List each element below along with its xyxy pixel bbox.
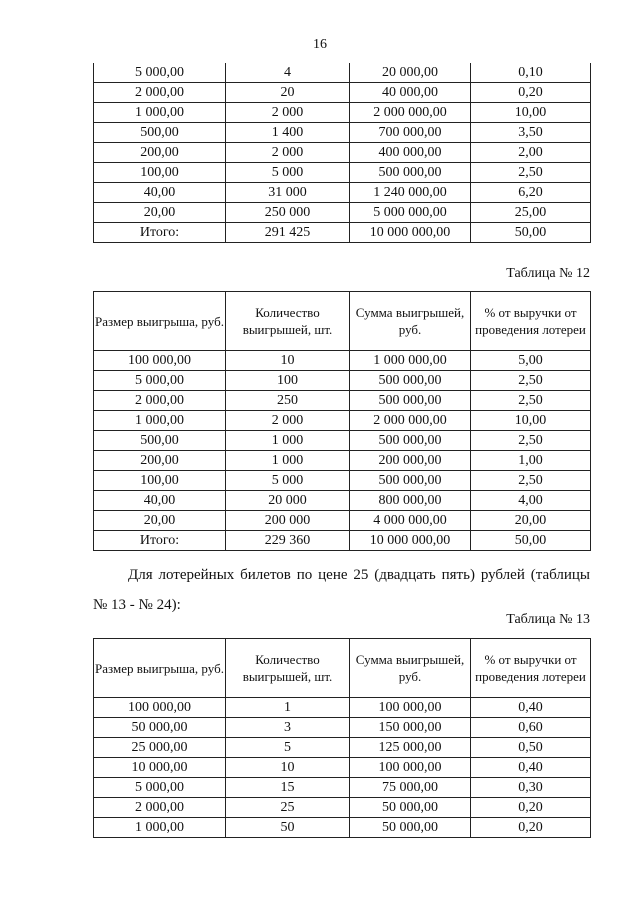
table-row <box>94 471 591 491</box>
table-body <box>94 698 591 838</box>
table-cell: 100 <box>226 371 350 391</box>
table-cell: Итого: <box>94 531 226 551</box>
header-revenue-percent: % от выручки от проведения лотереи <box>471 639 591 698</box>
table-row <box>94 698 591 718</box>
table-cell: 25 <box>226 798 350 818</box>
table-cell: 50,00 <box>471 531 591 551</box>
table-cell: 5 000,00 <box>94 63 226 83</box>
table-cell: 20 000 <box>226 491 350 511</box>
table-row <box>94 778 591 798</box>
table-cell: 40,00 <box>94 491 226 511</box>
table-cell: 20,00 <box>94 511 226 531</box>
table-cell: 4 <box>226 63 350 83</box>
table-cell: 1 000 000,00 <box>350 351 471 371</box>
table-cell: 500,00 <box>94 431 226 451</box>
header-row <box>94 292 591 351</box>
table-cell: 3,50 <box>471 123 591 143</box>
table-row <box>94 758 591 778</box>
table-cell: 2 000,00 <box>94 391 226 411</box>
table-cell: 1 000,00 <box>94 818 226 838</box>
table-cell: 50 000,00 <box>350 798 471 818</box>
header-prize-sum: Сумма выигрышей, руб. <box>350 292 471 351</box>
table-cell: 125 000,00 <box>350 738 471 758</box>
page-number: 16 <box>313 37 327 52</box>
table-cell: 229 360 <box>226 531 350 551</box>
table-row <box>94 163 591 183</box>
body-paragraph <box>93 560 590 620</box>
table-cell: 1 000,00 <box>94 103 226 123</box>
table-cell: 1,00 <box>471 451 591 471</box>
table-cell: 1 240 000,00 <box>350 183 471 203</box>
table-cell: 0,40 <box>471 758 591 778</box>
header-prize-sum: Сумма выигрышей, руб. <box>350 639 471 698</box>
table-cell: 5,00 <box>471 351 591 371</box>
table-cell: 4,00 <box>471 491 591 511</box>
table-cell: 1 000,00 <box>94 411 226 431</box>
table-cell: 5 000,00 <box>94 778 226 798</box>
table-cell: 15 <box>226 778 350 798</box>
header-prize-count: Количество выигрышей, шт. <box>226 639 350 698</box>
table-cell: 500 000,00 <box>350 371 471 391</box>
table-cell: 0,20 <box>471 798 591 818</box>
table-caption-12: Таблица № 12 <box>506 266 590 281</box>
table-header <box>94 639 591 698</box>
table-cell: 2 000,00 <box>94 83 226 103</box>
table-cell: 200,00 <box>94 451 226 471</box>
paragraph-line-2: № 13 - № 24): <box>93 597 181 613</box>
table-cell: 100 000,00 <box>94 698 226 718</box>
table-row <box>94 738 591 758</box>
table-cell: 100,00 <box>94 163 226 183</box>
table-cell: 10 <box>226 351 350 371</box>
table-cell: 2,50 <box>471 471 591 491</box>
header-prize-size: Размер выигрыша, руб. <box>94 292 226 351</box>
table-cell: 50 000,00 <box>350 818 471 838</box>
table-cell: 20 <box>226 83 350 103</box>
table-row <box>94 371 591 391</box>
table-cell: 0,10 <box>471 63 591 83</box>
table-cell: 1 000 <box>226 451 350 471</box>
table-cell: 5 000 <box>226 163 350 183</box>
prize-table-13 <box>93 638 591 838</box>
table-cell: 10,00 <box>471 411 591 431</box>
table-row <box>94 818 591 838</box>
table-cell: Итого: <box>94 223 226 243</box>
table-cell: 150 000,00 <box>350 718 471 738</box>
table-cell: 25 000,00 <box>94 738 226 758</box>
table-row <box>94 531 591 551</box>
table-row <box>94 183 591 203</box>
table-cell: 500 000,00 <box>350 391 471 411</box>
table-header <box>94 292 591 351</box>
table-cell: 1 400 <box>226 123 350 143</box>
table-cell: 1 <box>226 698 350 718</box>
table-cell: 800 000,00 <box>350 491 471 511</box>
table-cell: 2 000 000,00 <box>350 103 471 123</box>
table-cell: 75 000,00 <box>350 778 471 798</box>
table-cell: 40 000,00 <box>350 83 471 103</box>
header-prize-count: Количество выигрышей, шт. <box>226 292 350 351</box>
table-cell: 0,60 <box>471 718 591 738</box>
table-cell: 200,00 <box>94 143 226 163</box>
table-cell: 0,50 <box>471 738 591 758</box>
table-row <box>94 451 591 471</box>
table-cell: 10,00 <box>471 103 591 123</box>
table-cell: 2,00 <box>471 143 591 163</box>
table-cell: 100,00 <box>94 471 226 491</box>
table-cell: 100 000,00 <box>350 698 471 718</box>
table-cell: 200 000 <box>226 511 350 531</box>
table-row <box>94 83 591 103</box>
table-cell: 50 000,00 <box>94 718 226 738</box>
header-revenue-percent: % от выручки от проведения лотереи <box>471 292 591 351</box>
table-cell: 25,00 <box>471 203 591 223</box>
table-cell: 2 000,00 <box>94 798 226 818</box>
table-cell: 0,30 <box>471 778 591 798</box>
table-row <box>94 203 591 223</box>
table-row <box>94 411 591 431</box>
table-cell: 2,50 <box>471 431 591 451</box>
table-cell: 250 <box>226 391 350 411</box>
table-cell: 5 000 <box>226 471 350 491</box>
table-cell: 100 000,00 <box>94 351 226 371</box>
paragraph-line-1: Для лотерейных билетов по цене 25 (двадцать пять) рублей (таблицы <box>128 567 590 583</box>
table-cell: 10 000 000,00 <box>350 223 471 243</box>
table-cell: 100 000,00 <box>350 758 471 778</box>
table-cell: 2 000 <box>226 103 350 123</box>
table-row <box>94 103 591 123</box>
table-row <box>94 223 591 243</box>
table-cell: 5 <box>226 738 350 758</box>
header-row <box>94 639 591 698</box>
table-row <box>94 391 591 411</box>
table-cell: 700 000,00 <box>350 123 471 143</box>
table-cell: 50 <box>226 818 350 838</box>
table-cell: 0,20 <box>471 83 591 103</box>
prize-table-continuation <box>93 63 591 243</box>
table-cell: 4 000 000,00 <box>350 511 471 531</box>
table-row <box>94 63 591 83</box>
table-cell: 2,50 <box>471 163 591 183</box>
table-cell: 291 425 <box>226 223 350 243</box>
table-cell: 2,50 <box>471 391 591 411</box>
table-row <box>94 143 591 163</box>
table-row <box>94 718 591 738</box>
table-cell: 20 000,00 <box>350 63 471 83</box>
table-cell: 500,00 <box>94 123 226 143</box>
table-cell: 0,40 <box>471 698 591 718</box>
header-prize-size: Размер выигрыша, руб. <box>94 639 226 698</box>
table-cell: 2 000 <box>226 143 350 163</box>
prize-table-12 <box>93 291 591 551</box>
table-cell: 10 <box>226 758 350 778</box>
table-cell: 1 000 <box>226 431 350 451</box>
table-row <box>94 491 591 511</box>
table-cell: 200 000,00 <box>350 451 471 471</box>
table-cell: 400 000,00 <box>350 143 471 163</box>
table-cell: 2 000 000,00 <box>350 411 471 431</box>
table-cell: 0,20 <box>471 818 591 838</box>
table-cell: 40,00 <box>94 183 226 203</box>
table-cell: 20,00 <box>94 203 226 223</box>
table-cell: 10 000,00 <box>94 758 226 778</box>
table-cell: 50,00 <box>471 223 591 243</box>
table-cell: 3 <box>226 718 350 738</box>
table-row <box>94 123 591 143</box>
table-cell: 500 000,00 <box>350 471 471 491</box>
table-cell: 2,50 <box>471 371 591 391</box>
table-body <box>94 63 591 243</box>
table-row <box>94 511 591 531</box>
table-cell: 500 000,00 <box>350 163 471 183</box>
table-row <box>94 431 591 451</box>
table-row <box>94 351 591 371</box>
table-row <box>94 798 591 818</box>
table-cell: 31 000 <box>226 183 350 203</box>
table-body <box>94 351 591 551</box>
table-cell: 250 000 <box>226 203 350 223</box>
table-cell: 20,00 <box>471 511 591 531</box>
table-cell: 5 000 000,00 <box>350 203 471 223</box>
table-cell: 500 000,00 <box>350 431 471 451</box>
table-cell: 2 000 <box>226 411 350 431</box>
table-cell: 6,20 <box>471 183 591 203</box>
table-cell: 10 000 000,00 <box>350 531 471 551</box>
table-caption-13: Таблица № 13 <box>506 612 590 627</box>
table-cell: 5 000,00 <box>94 371 226 391</box>
